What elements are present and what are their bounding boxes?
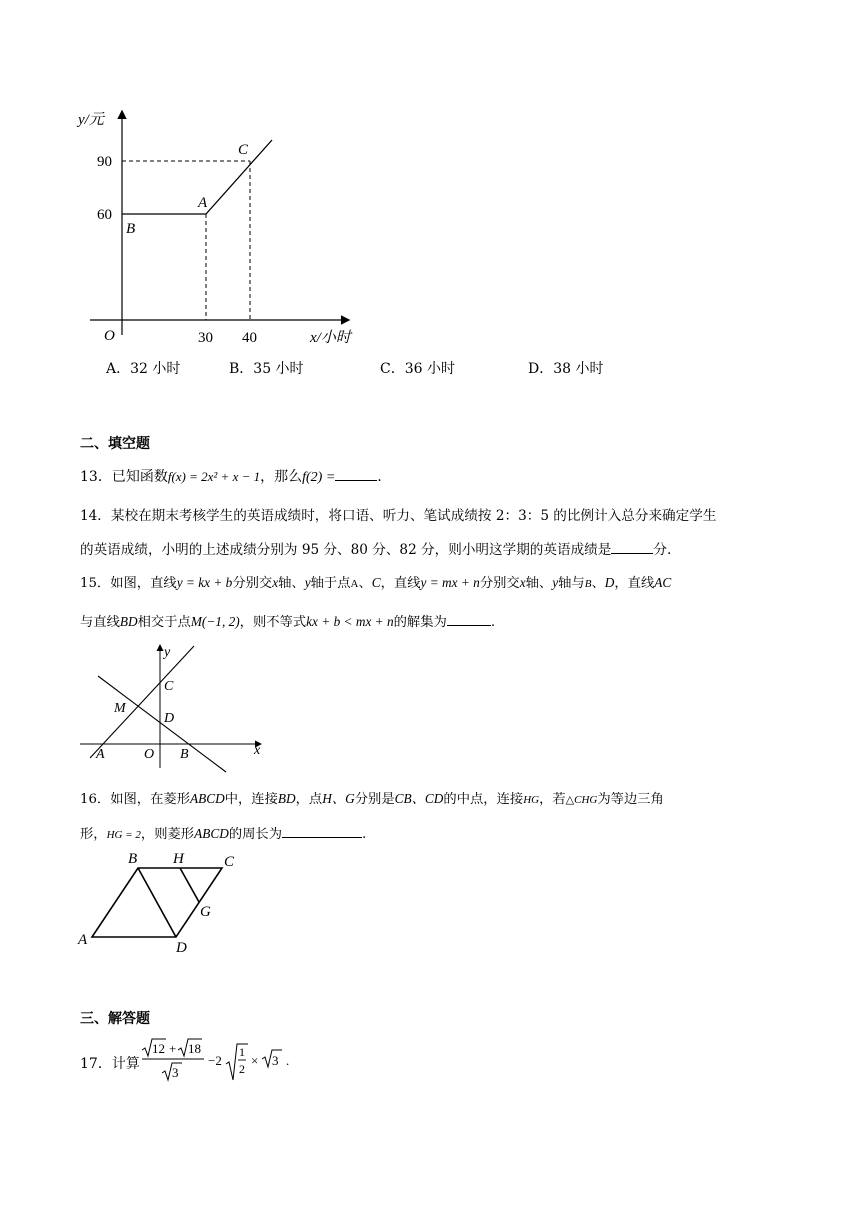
q16-text: 的周长为 — [228, 827, 282, 842]
q15-text: ，则不等式 — [239, 615, 307, 630]
q17-end: . — [286, 1053, 290, 1068]
q16-text: 中，连接 — [224, 792, 278, 807]
q16-rhombus-figure — [76, 846, 256, 956]
q15-eq1: y = kx + b — [176, 575, 233, 590]
q16-text: 的中点，连接 — [443, 792, 524, 807]
q17-den: 3 — [172, 1065, 179, 1080]
fig15-B: B — [180, 747, 189, 762]
q16-hg-eq: HG = 2 — [106, 829, 141, 841]
q17-plus: + — [169, 1041, 177, 1056]
q15-text: 轴、 — [525, 576, 553, 591]
option-a: A．32 小时 — [106, 361, 181, 377]
option-c: C．36 小时 — [380, 361, 455, 377]
q14-text-a: 的英语成绩，小明的上述成绩分别为 95 分、80 分、82 分，则小明这学期的英语成绩是 — [80, 542, 612, 558]
question-13 — [80, 466, 382, 488]
fig16-H: H — [173, 851, 184, 867]
q14-text-b: 分. — [653, 542, 672, 558]
q15-text: 分别交 — [232, 576, 273, 591]
question-16-line2 — [80, 823, 366, 845]
q16-text: 形， — [80, 827, 107, 842]
q16-text: ，点 — [295, 792, 323, 807]
q15-y: y — [304, 575, 311, 590]
fig15-O: O — [144, 747, 155, 762]
label-C: C — [238, 142, 249, 158]
q15-answer-blank[interactable] — [447, 611, 491, 626]
q17-fnum: 1 — [239, 1045, 245, 1059]
q16-HG: H、G — [322, 791, 355, 806]
q17-n3: 3 — [272, 1053, 279, 1068]
y-tick-90: 90 — [97, 154, 112, 170]
q17-expression — [140, 1036, 310, 1086]
question-15-line2 — [80, 611, 495, 633]
fig15-y: y — [164, 645, 171, 660]
q16-text: 为等边三角 — [597, 792, 664, 807]
diagonal-BD — [138, 868, 176, 937]
q16-HG: HG — [523, 794, 540, 806]
q16-CBCD: CB、CD — [394, 791, 444, 806]
fare-chart-figure — [70, 100, 400, 350]
q13-ask: f(2) = — [302, 470, 336, 485]
question-15-line1 — [80, 573, 671, 594]
q13-answer-blank[interactable] — [335, 466, 377, 481]
q15-x: x — [519, 575, 526, 590]
q15-text: 相交于点 — [137, 615, 191, 630]
fig15-D: D — [164, 711, 175, 726]
question-17-label — [80, 1054, 140, 1074]
fig16-C: C — [224, 854, 235, 870]
fig15-A: A — [96, 747, 105, 762]
q17-n1: 12 — [152, 1041, 165, 1056]
label-A: A — [198, 195, 208, 211]
q16-triangle: △CHG — [565, 794, 598, 806]
q16-text: 如图，在菱形 — [110, 792, 190, 807]
line-AC — [90, 646, 194, 758]
question-16-line1 — [80, 789, 664, 810]
option-b: B．35 小时 — [229, 361, 304, 377]
section-2-title: 二、填空题 — [80, 436, 150, 452]
q17-n2: 18 — [188, 1041, 201, 1056]
q15-text: 、 — [591, 576, 605, 591]
q15-D: D — [604, 575, 615, 590]
q16-BD: BD — [277, 791, 296, 806]
q15-text: 与直线 — [80, 615, 120, 630]
q16-number: 16． — [80, 792, 111, 807]
option-d: D．38 小时 — [528, 361, 604, 377]
question-14-line2 — [80, 539, 671, 560]
q15-eq2: y = mx + n — [420, 575, 480, 590]
fig16-B: B — [128, 851, 138, 867]
q15-figure — [76, 640, 276, 775]
q15-text: ，直线 — [614, 576, 655, 591]
origin-label: O — [104, 328, 115, 344]
q17-minus: −2 — [208, 1053, 222, 1068]
segment-HG — [180, 868, 199, 902]
q15-inequality: kx + b < mx + n — [306, 614, 394, 629]
line-BD — [98, 676, 226, 772]
q15-text: 轴、 — [278, 576, 305, 591]
q15-point-M: M(−1, 2) — [190, 614, 240, 629]
q16-ABCD: ABCD — [194, 826, 229, 841]
fig15-C: C — [164, 679, 174, 694]
q15-number: 15． — [80, 576, 111, 591]
q13-end: . — [377, 469, 382, 485]
q13-number: 13． — [80, 469, 112, 485]
q16-end: . — [362, 827, 367, 842]
label-B: B — [126, 221, 136, 237]
q17-text: 计算 — [111, 1056, 140, 1072]
q13-text1: 已知函数 — [111, 469, 168, 485]
q15-text: 、 — [358, 576, 372, 591]
q15-A: A — [350, 578, 359, 590]
x-axis-label: x/小时 — [310, 330, 351, 346]
q16-answer-blank[interactable] — [282, 823, 362, 838]
q15-C: C — [371, 575, 381, 590]
q13-function: f(x) = 2x² + x − 1 — [167, 469, 261, 484]
y-axis-label: y/元 — [78, 112, 104, 128]
q15-x: x — [272, 575, 279, 590]
x-tick-30: 30 — [198, 330, 213, 346]
q15-AC: AC — [654, 575, 672, 590]
q15-end: . — [490, 615, 496, 630]
y-tick-60: 60 — [97, 207, 112, 223]
q16-ABCD: ABCD — [190, 791, 225, 806]
q15-BD: BD — [119, 614, 138, 629]
q15-text: ，直线 — [380, 576, 421, 591]
q17-times: × — [251, 1053, 259, 1068]
q13-text2: ，那么 — [260, 469, 303, 485]
question-14-line1: 14．某校在期末考核学生的英语成绩时，将口语、听力、笔试成绩按 2：3：5 的比例计入总分来确定学生 — [80, 508, 717, 524]
q17-number: 17． — [80, 1056, 112, 1072]
q15-text: 轴于点 — [310, 576, 351, 591]
fig16-D: D — [176, 940, 187, 956]
fig15-x: x — [254, 743, 261, 758]
q16-text: ，则菱形 — [140, 827, 195, 842]
q15-B: B — [584, 578, 592, 590]
q15-text: 如图，直线 — [110, 576, 177, 591]
q17-fden: 2 — [239, 1062, 245, 1076]
q16-text: 分别是 — [354, 792, 395, 807]
q16-text: ，若 — [539, 792, 566, 807]
q15-text: 轴与 — [558, 576, 585, 591]
q15-text: 分别交 — [479, 576, 520, 591]
section-3-title: 三、解答题 — [80, 1011, 150, 1027]
fig16-G: G — [200, 904, 211, 920]
q14-answer-blank[interactable] — [611, 539, 653, 554]
fig16-A: A — [78, 932, 88, 948]
x-tick-40: 40 — [242, 330, 257, 346]
q15-text: 的解集为 — [393, 615, 447, 630]
q15-y: y — [552, 575, 559, 590]
fig15-M: M — [114, 701, 126, 716]
